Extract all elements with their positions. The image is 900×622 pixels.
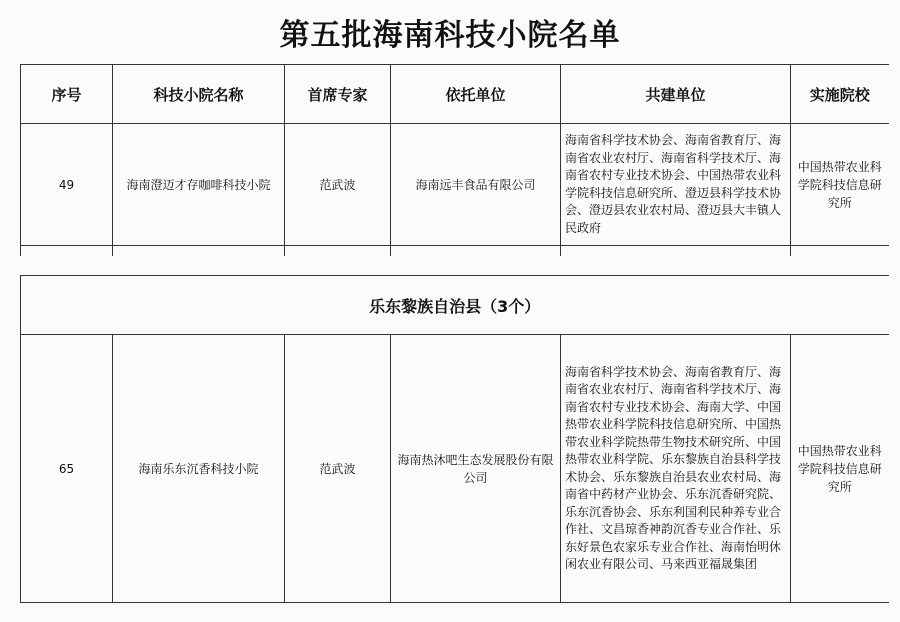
- cell-impl: 中国热带农业科学院科技信息研究所: [791, 335, 889, 603]
- roster-table-top: [20, 64, 889, 256]
- cell-cobuild: 海南省科学技术协会、海南省教育厅、海南省农业农村厅、海南省科学技术厅、海南省农村专业技术协会、中国热带农业科学院科技信息研究所、澄迈县科学技术协会、澄迈县农业农村局、澄迈县大丰镇人民政府: [561, 124, 791, 246]
- cut-cell: [391, 246, 561, 257]
- cut-cell: [285, 246, 391, 257]
- cell-name: 海南澄迈才存咖啡科技小院: [113, 124, 285, 246]
- cell-cobuild: 海南省科学技术协会、海南省教育厅、海南省农业农村厅、海南省科学技术厅、海南省农村专业技术协会、海南大学、中国热带农业科学院科技信息研究所、中国热带农业科学院热带生物技术研究所、中国热带农业科学院、乐东黎族自治县科学技术协会、乐东黎族自治县农业农村局、海南省中药材产业协会、乐东沉香研究院、乐东沉香协会、乐东利国利民种养专业合作社、文昌琼香神韵沉香专业合作社、乐东好景色农家乐专业合作社、海南怡明休闲农业有限公司、马来西亚福晟集团: [561, 335, 791, 603]
- region-row: [21, 276, 889, 335]
- header-name: 科技小院名称: [113, 65, 285, 124]
- table-row: [21, 124, 889, 246]
- roster-table-bottom: [20, 275, 889, 603]
- header-host: 依托单位: [391, 65, 561, 124]
- header-expert: 首席专家: [285, 65, 391, 124]
- header-cobuild: 共建单位: [561, 65, 791, 124]
- cell-expert: 范武波: [285, 335, 391, 603]
- table-row: [21, 335, 889, 603]
- header-row: [21, 65, 889, 124]
- region-heading: 乐东黎族自治县（3个）: [21, 276, 889, 335]
- cell-name: 海南乐东沉香科技小院: [113, 335, 285, 603]
- cell-seq: 65: [21, 335, 113, 603]
- cut-cell: [561, 246, 791, 257]
- cut-cell: [113, 246, 285, 257]
- cell-host: 海南热沐吧生态发展股份有限公司: [391, 335, 561, 603]
- cell-expert: 范武波: [285, 124, 391, 246]
- header-seq: 序号: [21, 65, 113, 124]
- page-title: 第五批海南科技小院名单: [279, 18, 621, 53]
- header-impl: 实施院校: [791, 65, 889, 124]
- cut-cell: [791, 246, 889, 257]
- cell-host: 海南远丰食品有限公司: [391, 124, 561, 246]
- cut-cell: [21, 246, 113, 257]
- cell-seq: 49: [21, 124, 113, 246]
- cell-impl: 中国热带农业科学院科技信息研究所: [791, 124, 889, 246]
- table-row-cut: [21, 246, 889, 257]
